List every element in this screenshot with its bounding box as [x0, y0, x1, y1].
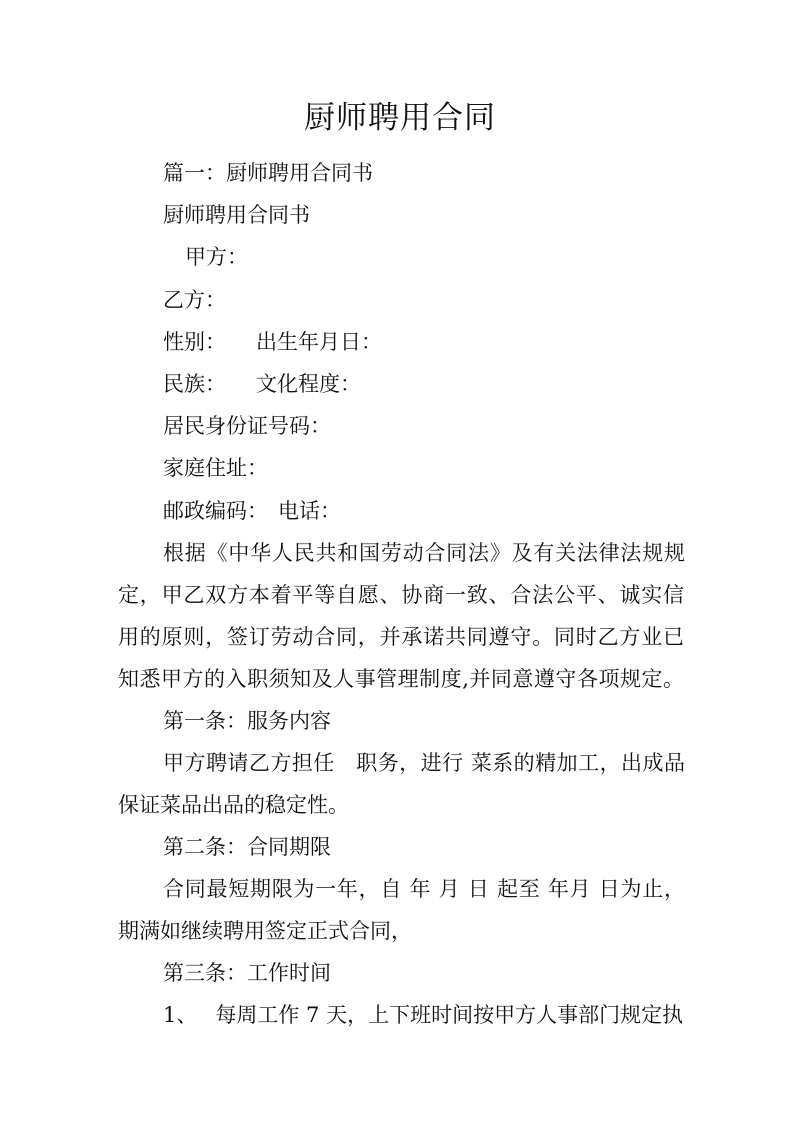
- phone-label: 电话：: [278, 499, 341, 523]
- page-title: 厨师聘用合同: [304, 100, 496, 136]
- party-b-label: 乙方：: [163, 288, 226, 312]
- preamble-line-1: 根据《中华人民共和国劳动合同法》及有关法律法规规: [163, 541, 685, 565]
- article-2-heading: 第二条：合同期限: [163, 835, 331, 859]
- section-heading: 篇一：厨师聘用合同书: [163, 161, 373, 185]
- article-1-line-1: 甲方聘请乙方担任 职务，进行 菜系的精加工，出成品: [163, 751, 685, 775]
- article-3-item-1: [163, 1000, 683, 1030]
- document-subtitle: 厨师聘用合同书: [163, 203, 310, 227]
- preamble-line-4: 知悉甲方的入职须知及人事管理制度,并同意遵守各项规定。: [118, 667, 684, 691]
- ethnicity-education-row: [163, 369, 361, 399]
- article-3-heading: 第三条：工作时间: [163, 961, 331, 985]
- article-1-line-2: 保证菜品出品的稳定性。: [118, 793, 349, 817]
- id-number-label: 居民身份证号码：: [163, 414, 331, 438]
- preamble-line-3: 用的原则，签订劳动合同，并承诺共同遵守。同时乙方业已: [118, 625, 684, 649]
- postal-phone-row: [163, 496, 341, 526]
- party-a-label: 甲方：: [185, 245, 248, 269]
- article-2-line-1: 合同最短期限为一年，自 年 月 日 起至 年月 日为止，: [163, 877, 685, 901]
- education-label: 文化程度：: [256, 372, 361, 396]
- gender-birth-row: [163, 327, 382, 357]
- birth-date-label: 出生年月日：: [256, 330, 382, 354]
- item-number: 1、: [163, 1003, 198, 1027]
- article-1-heading: 第一条：服务内容: [163, 709, 331, 733]
- ethnicity-label: 民族：: [163, 372, 226, 396]
- home-address-label: 家庭住址：: [163, 456, 268, 480]
- postal-code-label: 邮政编码：: [163, 499, 268, 523]
- gender-label: 性别：: [163, 330, 226, 354]
- preamble-line-2: 定，甲乙双方本着平等自愿、协商一致、合法公平、诚实信: [118, 583, 684, 607]
- article-2-line-2: 期满如继续聘用签定正式合同，: [118, 919, 412, 943]
- item-text: 每周工作 7 天，上下班时间按甲方人事部门规定执: [215, 1003, 684, 1027]
